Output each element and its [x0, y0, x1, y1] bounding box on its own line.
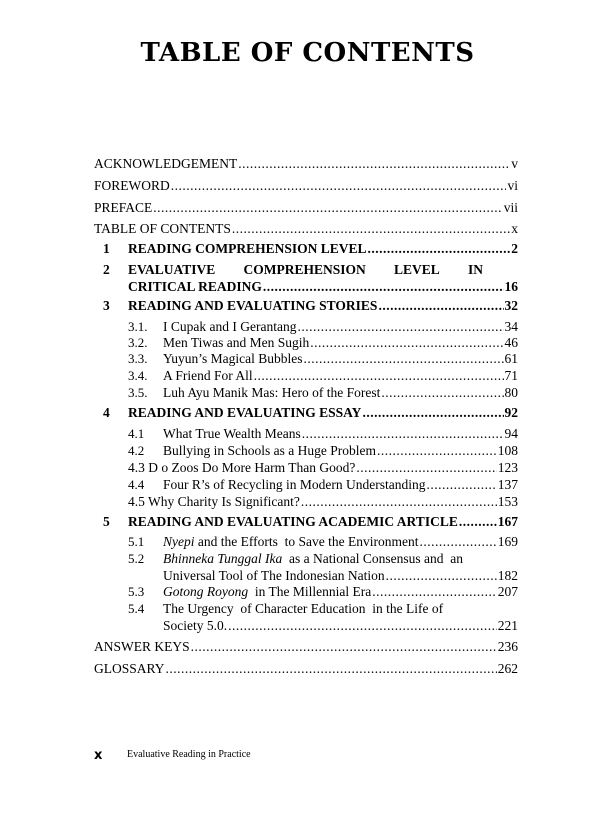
toc-entry-label: PREFACE — [94, 200, 153, 215]
toc-chapter-4[interactable] — [128, 404, 518, 421]
section-number: 5.2 — [128, 551, 145, 566]
toc-entry-label: Four R’s of Recycling in Modern Understanding — [163, 477, 426, 492]
toc-entry-label: READING COMPREHENSION LEVEL — [128, 241, 367, 256]
toc-entry-label: CRITICAL READING — [128, 279, 262, 294]
footer-running-title: Evaluative Reading in Practice — [127, 749, 251, 760]
toc-entry-label: Luh Ayu Manik Mas: Hero of the Forest — [163, 385, 381, 400]
toc-entry-page: 207 — [497, 584, 518, 599]
toc-entry-italic: Nyepi — [163, 534, 195, 549]
chapter-number: 4 — [103, 405, 110, 420]
toc-entry-label: Yuyun’s Magical Bubbles — [163, 351, 303, 366]
toc-section-3-5[interactable] — [163, 384, 518, 401]
toc-chapter-1[interactable] — [128, 240, 518, 257]
toc-entry-label: ANSWER KEYS — [94, 639, 190, 654]
toc-entry-page: 46 — [504, 335, 518, 350]
section-number: 5.4 — [128, 601, 145, 616]
toc-entry-label: What True Wealth Means — [163, 426, 301, 441]
toc-entry-page: 92 — [504, 405, 518, 420]
toc-section-5-3[interactable] — [163, 583, 518, 600]
toc-entry-page: 221 — [497, 618, 518, 633]
toc-entry-glossary[interactable] — [94, 660, 518, 677]
chapter-number: 3 — [103, 298, 110, 313]
section-number: 3.2. — [128, 335, 148, 350]
toc-entry-italic: Gotong Royong — [163, 584, 249, 599]
toc-entry-page: vii — [503, 200, 518, 215]
toc-section-5-2-line2[interactable] — [163, 567, 518, 584]
toc-entry-label: Men Tiwas and Men Sugih — [163, 335, 310, 350]
toc-section-3-3[interactable] — [163, 350, 518, 367]
toc-entry-page: 123 — [497, 460, 518, 475]
toc-section-5-4-line1[interactable]: The Urgency of Character Education in the Life of — [163, 601, 444, 616]
toc-entry-page: vi — [507, 178, 518, 193]
toc-entry-label: GLOSSARY — [94, 661, 165, 676]
toc-entry-page: 262 — [497, 661, 518, 676]
toc-section-5-4-line2[interactable] — [163, 617, 518, 634]
section-number: 4.4 — [128, 477, 145, 492]
toc-entry-preface[interactable] — [94, 199, 518, 216]
toc-entry-page: 61 — [504, 351, 518, 366]
toc-entry-table-of-contents[interactable] — [94, 220, 518, 237]
section-number: 3.5. — [128, 385, 148, 400]
toc-entry-label: 4.5 Why Charity Is Significant? — [128, 494, 300, 509]
toc-word: IN — [467, 262, 483, 277]
toc-entry-foreword[interactable] — [94, 177, 518, 194]
section-number: 3.1. — [128, 319, 148, 334]
toc-entry-page: 169 — [497, 534, 518, 549]
toc-word: LEVEL — [393, 262, 440, 277]
toc-entry-label: FOREWORD — [94, 178, 170, 193]
toc-entry-label — [163, 533, 418, 550]
toc-entry-page: x — [511, 221, 518, 236]
toc-entry-page: 16 — [504, 279, 518, 294]
toc-entry-label: Universal Tool of The Indonesian Nation — [163, 568, 385, 583]
chapter-number: 5 — [103, 514, 110, 529]
toc-entry-label — [163, 583, 371, 600]
footer-page-number: x — [94, 748, 103, 763]
toc-entry-page: 167 — [497, 514, 518, 529]
toc-section-5-2-line1[interactable] — [163, 550, 463, 567]
toc-entry-page: 108 — [497, 443, 518, 458]
toc-entry-label: READING AND EVALUATING ESSAY — [128, 405, 362, 420]
toc-entry-text: as a National Consensus and an — [282, 551, 463, 566]
section-number: 4.1 — [128, 426, 145, 441]
toc-section-4-4[interactable] — [163, 476, 518, 493]
toc-chapter-2-line1[interactable] — [128, 261, 483, 278]
chapter-number: 2 — [103, 262, 110, 277]
section-number: 4.2 — [128, 443, 145, 458]
toc-entry-page: 236 — [497, 639, 518, 654]
toc-entry-page: 2 — [511, 241, 518, 256]
toc-entry-page: 137 — [497, 477, 518, 492]
toc-entry-italic: Bhinneka Tunggal Ika — [163, 551, 283, 566]
toc-section-4-1[interactable] — [163, 425, 518, 442]
chapter-number: 1 — [103, 241, 110, 256]
toc-section-3-2[interactable] — [163, 334, 518, 351]
toc-section-3-1[interactable] — [163, 318, 518, 335]
toc-entry-page: v — [511, 156, 518, 171]
toc-entry-page: 71 — [504, 368, 518, 383]
toc-entry-text: in The Millennial Era — [248, 584, 372, 599]
toc-section-4-2[interactable] — [163, 442, 518, 459]
toc-chapter-3[interactable] — [128, 297, 518, 314]
toc-entry-label: A Friend For All — [163, 368, 253, 383]
toc-entry-page: 153 — [497, 494, 518, 509]
toc-entry-page: 182 — [497, 568, 518, 583]
toc-section-4-3[interactable] — [128, 459, 518, 476]
toc-entry-text: and the Efforts to Save the Environment — [194, 534, 419, 549]
section-number: 3.3. — [128, 351, 148, 366]
section-number: 5.1 — [128, 534, 145, 549]
toc-section-4-5[interactable] — [128, 493, 518, 510]
toc-section-5-1[interactable] — [163, 533, 518, 550]
toc-word: EVALUATIVE — [128, 262, 216, 277]
toc-chapter-5[interactable] — [128, 513, 518, 530]
toc-entry-label: I Cupak and I Gerantang — [163, 319, 297, 334]
toc-entry-page: 32 — [504, 298, 518, 313]
toc-entry-answer-keys[interactable] — [94, 638, 518, 655]
toc-entry-page: 34 — [504, 319, 518, 334]
section-number: 5.3 — [128, 584, 145, 599]
toc-word: COMPREHENSION — [243, 262, 366, 277]
section-number: 3.4. — [128, 368, 148, 383]
toc-entry-label: 4.3 D o Zoos Do More Harm Than Good? — [128, 460, 356, 475]
toc-entry-acknowledgement[interactable] — [94, 155, 518, 172]
toc-entry-label: TABLE OF CONTENTS — [94, 221, 231, 236]
toc-section-3-4[interactable] — [163, 367, 518, 384]
page-title: TABLE OF CONTENTS — [140, 38, 475, 68]
toc-entry-label: READING AND EVALUATING ACADEMIC ARTICLE — [128, 514, 458, 529]
toc-entry-page: 80 — [504, 385, 518, 400]
toc-entry-label: READING AND EVALUATING STORIES — [128, 298, 378, 313]
toc-entry-page: 94 — [504, 426, 518, 441]
toc-entry-label: Society 5.0. — [163, 618, 228, 633]
toc-entry-label: ACKNOWLEDGEMENT — [94, 156, 238, 171]
toc-entry-label: Bullying in Schools as a Huge Problem — [163, 443, 376, 458]
toc-chapter-2-line2[interactable] — [128, 278, 518, 295]
